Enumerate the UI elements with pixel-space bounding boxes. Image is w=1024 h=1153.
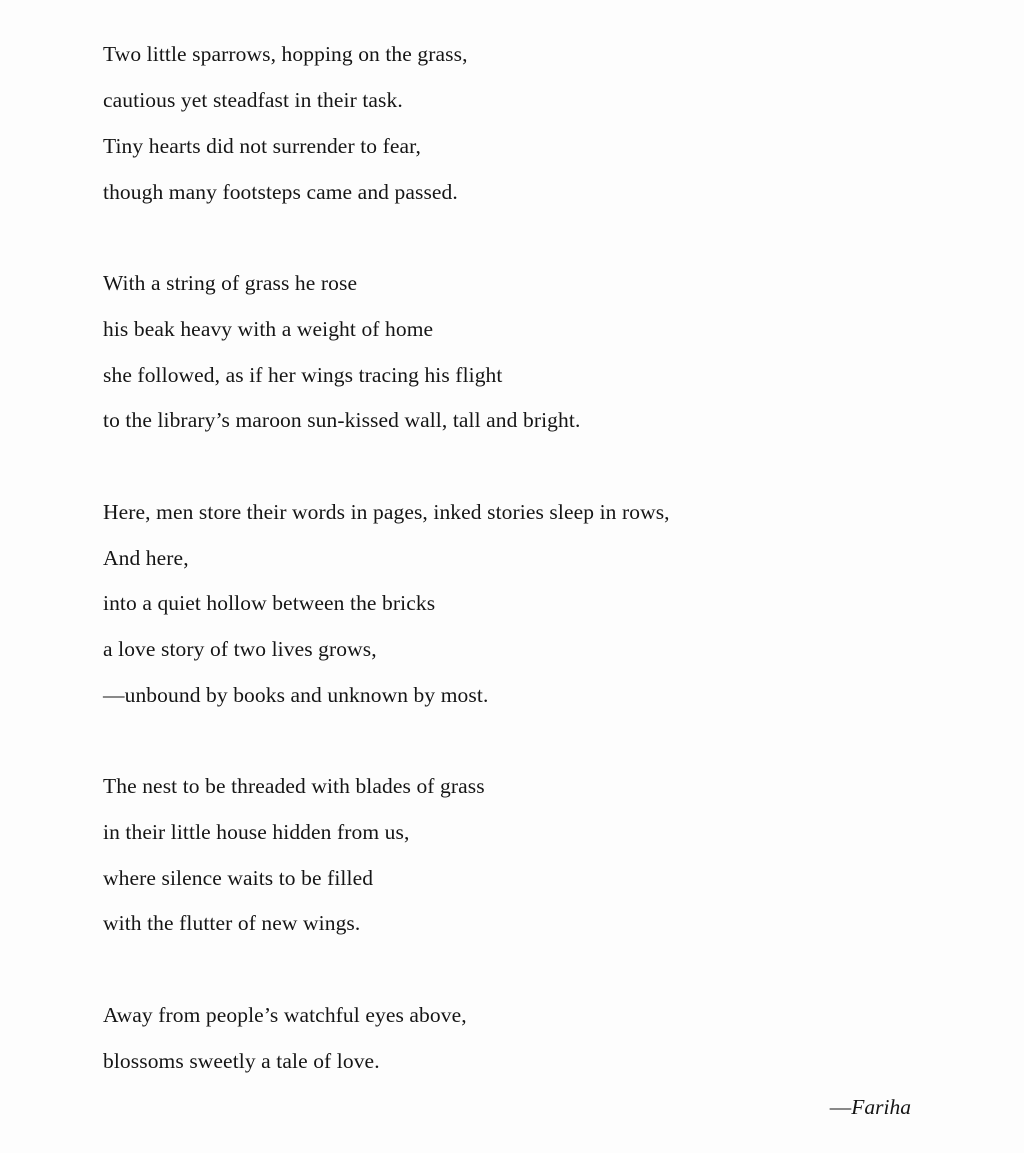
- poem-line: to the library’s maroon sun-kissed wall, tall and bright.: [103, 408, 581, 432]
- author-name: Fariha: [851, 1095, 911, 1119]
- author-signature: [830, 1095, 911, 1119]
- poem-line: Two little sparrows, hopping on the grass,: [103, 42, 468, 66]
- poem-line: With a string of grass he rose: [103, 271, 358, 295]
- poem-line: she followed, as if her wings tracing his flight: [103, 363, 503, 387]
- poem-line: Here, men store their words in pages, inked stories sleep in rows,: [103, 500, 670, 524]
- poem-line: blossoms sweetly a tale of love.: [103, 1049, 380, 1073]
- poem-line: into a quiet hollow between the bricks: [103, 591, 436, 615]
- poem-line: The nest to be threaded with blades of grass: [103, 774, 485, 798]
- poem-line: And here,: [103, 546, 189, 570]
- signature-dash: —: [829, 1095, 852, 1119]
- poem-line: Tiny hearts did not surrender to fear,: [103, 134, 422, 158]
- poem-line: cautious yet steadfast in their task.: [103, 88, 403, 112]
- poem-line: —unbound by books and unknown by most.: [103, 683, 489, 707]
- poem-line: with the flutter of new wings.: [103, 911, 361, 935]
- poem-line: where silence waits to be filled: [103, 866, 374, 890]
- poem-line: though many footsteps came and passed.: [103, 180, 458, 204]
- poem-line: his beak heavy with a weight of home: [103, 317, 434, 341]
- poem-line: in their little house hidden from us,: [103, 820, 410, 844]
- poem-line: a love story of two lives grows,: [103, 637, 377, 661]
- poem-line: Away from people’s watchful eyes above,: [103, 1003, 467, 1027]
